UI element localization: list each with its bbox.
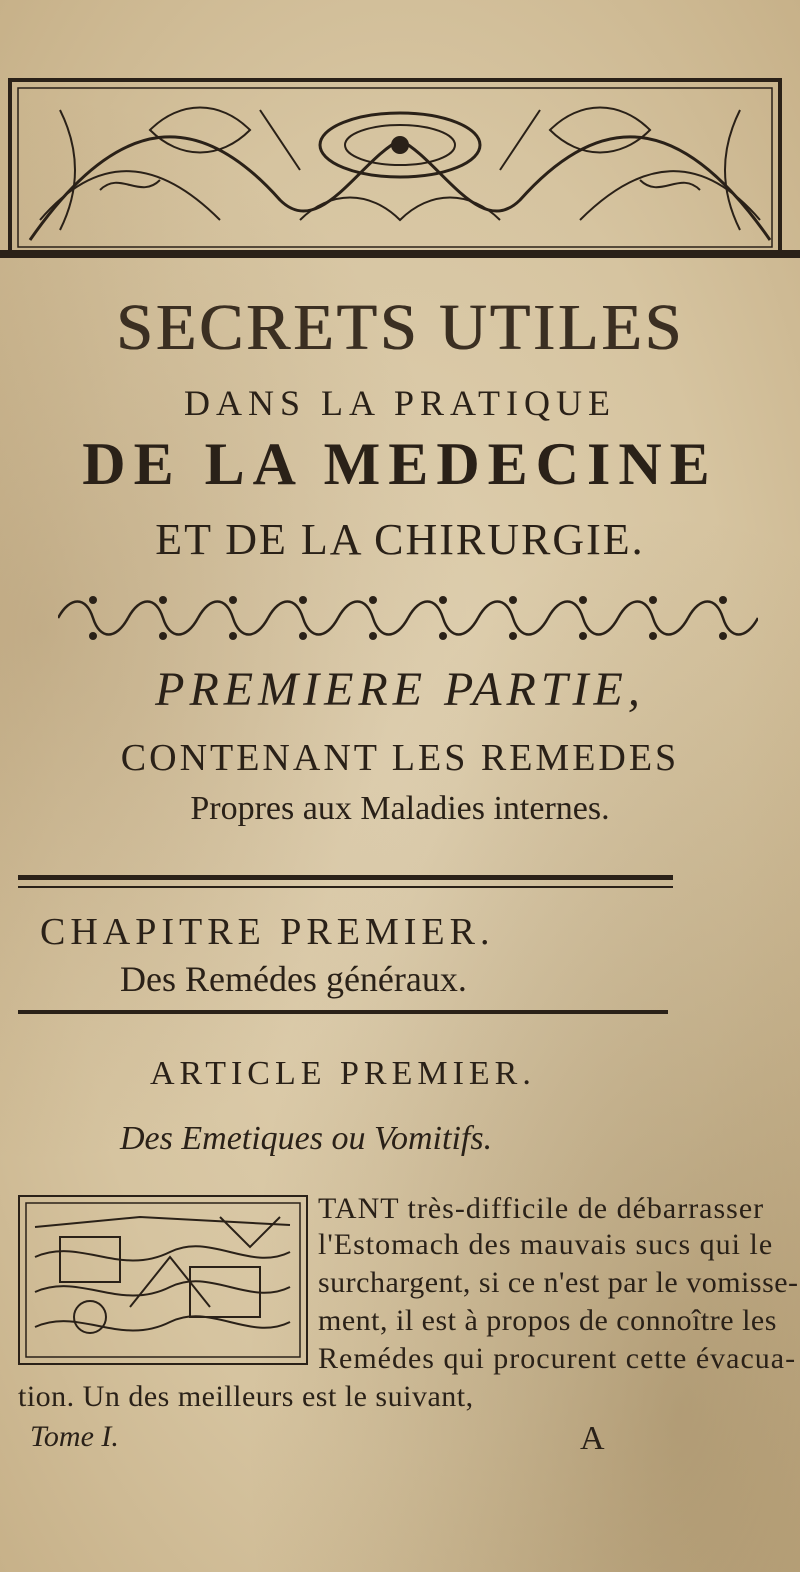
fleuron-divider [58,590,758,646]
chapter-heading: CHAPITRE PREMIER. [40,911,495,953]
body-line-3: surchargent, si ce n'est par le vomisse- [318,1266,799,1299]
body-line-4: ment, il est à propos de connoître les [318,1304,777,1337]
part-subtitle-1: CONTENANT LES REMEDES [120,737,680,779]
body-line-5: Remédes qui procurent cette évacua- [318,1342,797,1375]
catchword: A [580,1420,605,1457]
headpiece-ornament-icon [0,50,800,260]
title-line-1: SECRETS UTILES [115,291,685,364]
title-line-3: DE LA MEDECINE [82,431,718,497]
chapter-subtitle: Des Remédes généraux. [120,959,467,999]
title-line-4: ET DE LA CHIRURGIE. [155,515,645,564]
decorated-initial [18,1195,308,1365]
headpiece-ornament [0,50,800,260]
chapter-rule [18,1010,668,1014]
part-heading: PREMIERE PARTIE, [155,663,645,716]
decorated-initial-icon [20,1197,306,1363]
body-line-6: tion. Un des meilleurs est le suivant, [18,1380,474,1413]
double-rule-thin [18,886,673,888]
double-rule-thick [18,875,673,880]
fleuron-row-icon [58,590,758,646]
article-heading: ARTICLE PREMIER. [150,1055,536,1092]
signature-mark: Tome I. [30,1420,119,1453]
article-subtitle: Des Emetiques ou Vomitifs. [120,1120,493,1157]
body-line-2: l'Estomach des mauvais sucs qui le [318,1228,774,1261]
part-subtitle-2: Propres aux Maladies internes. [190,790,610,827]
title-line-2: DANS LA PRATIQUE [183,383,617,423]
body-line-1: TANT très-difficile de débarrasser [318,1192,765,1225]
